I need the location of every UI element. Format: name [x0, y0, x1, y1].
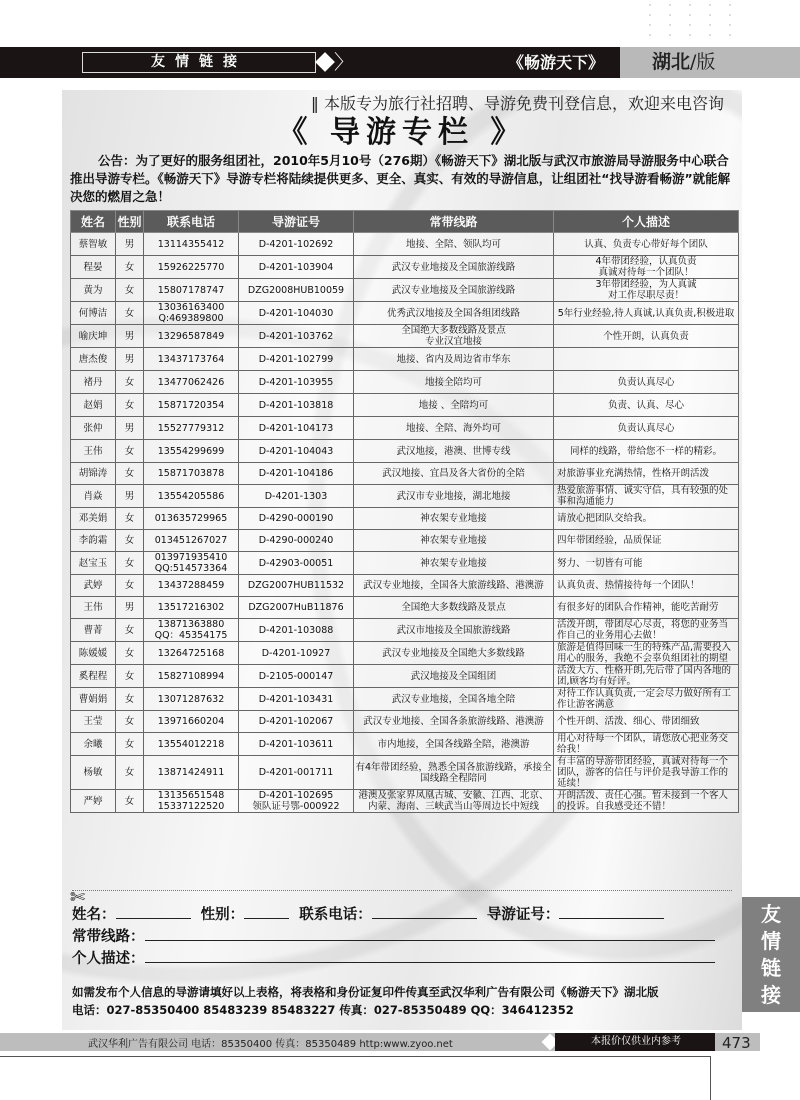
cell-routes: 优秀武汉地接及全国各组团线路 [354, 302, 554, 325]
cell-phone: 13554299699 [144, 440, 239, 463]
cell-routes: 武汉专业地接及全国旅游线路 [354, 256, 554, 279]
cell-gender: 男 [116, 597, 144, 619]
table-row [71, 302, 739, 325]
routes-field[interactable] [145, 927, 715, 941]
table-row [71, 665, 739, 688]
cell-routes: 武汉地接，港澳、世博专线 [354, 440, 554, 463]
cell-gender: 女 [116, 256, 144, 279]
cell-description: 对旅游事业充满热情，性格开朗活泼 [554, 463, 739, 485]
cell-routes: 地接 、全陪均可 [354, 394, 554, 417]
cell-phone: 013451267027 [144, 530, 239, 552]
cell-gender: 男 [116, 485, 144, 508]
cell-license: DZG2008HUB10059 [239, 279, 354, 302]
cell-description: 认真负责、热情接待每一个团队！ [554, 575, 739, 597]
cell-phone: 15871720354 [144, 394, 239, 417]
column-header-gender: 性别 [116, 211, 144, 233]
cell-description: 四年带团经验，品质保证 [554, 530, 739, 552]
cell-license: D-4201-103088 [239, 619, 354, 642]
cell-phone: 13437173764 [144, 348, 239, 371]
form-label-gender: 性别： [200, 907, 245, 923]
footer-bar [0, 1033, 760, 1051]
submission-form [72, 904, 715, 970]
cell-description: 热爱旅游事情、诚实守信，具有较强的处事和沟通能力 [554, 485, 739, 508]
cell-phone: 13135651548 15337122520 [144, 790, 239, 813]
form-label-routes: 常带线路： [72, 929, 145, 945]
cell-name: 武婷 [71, 575, 116, 597]
cell-phone: 13296587849 [144, 325, 239, 348]
cell-phone: 15807178747 [144, 279, 239, 302]
side-tab [742, 897, 800, 1012]
cell-routes: 神农架专业地接 [354, 508, 554, 530]
side-tab-char: 链 [761, 956, 781, 980]
table-row [71, 508, 739, 530]
table-row [71, 642, 739, 665]
cell-phone: 013971935410 QQ:514573364 [144, 552, 239, 575]
cell-routes: 武汉地接、宜昌及各大省份的全陪 [354, 463, 554, 485]
cell-license: D-4201-10927 [239, 642, 354, 665]
divider [710, 1056, 711, 1100]
form-label-license: 导游证号： [486, 907, 560, 923]
side-tab-char: 友 [761, 902, 781, 926]
table-row [71, 530, 739, 552]
cell-routes: 武汉地接及全国组团 [354, 665, 554, 688]
cell-phone: 15871703878 [144, 463, 239, 485]
cell-phone: 15827108994 [144, 665, 239, 688]
cell-description [554, 348, 739, 371]
cell-description: 努力、一切皆有可能 [554, 552, 739, 575]
cell-description: 认真、负责专心带好每个团队 [554, 233, 739, 256]
cell-description: 4年带团经验，认真负责 真诚对待每一个团队！ [554, 256, 739, 279]
cell-license: D-4201-102695 领队证号鄂-000922 [239, 790, 354, 813]
cell-license: D-4201-104043 [239, 440, 354, 463]
cell-name: 王伟 [71, 597, 116, 619]
cell-license: D-4201-103955 [239, 371, 354, 394]
cell-license: D-4201-103611 [239, 733, 354, 756]
description-field[interactable] [145, 949, 715, 963]
cell-routes: 神农架专业地接 [354, 552, 554, 575]
cell-license: DZG2007HUB11532 [239, 575, 354, 597]
phone-field[interactable] [372, 905, 477, 919]
cell-name: 严婷 [71, 790, 116, 813]
cell-routes: 市内地接，全国各线路全陪，港澳游 [354, 733, 554, 756]
cell-description: 有很多好的团队合作精神，能吃苦耐劳 [554, 597, 739, 619]
chevron-right-icon: 〉 [334, 50, 354, 74]
name-field[interactable] [116, 905, 191, 919]
cell-gender: 男 [116, 348, 144, 371]
cell-license: D-4201-103904 [239, 256, 354, 279]
table-row [71, 597, 739, 619]
column-header-license: 导游证号 [239, 211, 354, 233]
cell-phone: 13554012218 [144, 733, 239, 756]
cell-gender: 女 [116, 756, 144, 790]
cell-license: D-42903-00051 [239, 552, 354, 575]
cell-gender: 女 [116, 552, 144, 575]
cell-routes: 武汉专业地接及全国绝大多数线路 [354, 642, 554, 665]
cell-routes: 武汉市专业地接，湖北地接 [354, 485, 554, 508]
cell-name: 邓美娟 [71, 508, 116, 530]
cell-gender: 男 [116, 233, 144, 256]
table-row [71, 256, 739, 279]
cell-gender: 女 [116, 688, 144, 711]
cell-description: 负责、认真、尽心 [554, 394, 739, 417]
cell-license: D-4201-102799 [239, 348, 354, 371]
column-header-phone: 联系电话 [144, 211, 239, 233]
form-label-phone: 联系电话： [299, 907, 372, 923]
column-header-name: 姓名 [71, 211, 116, 233]
cell-name: 曹娟娟 [71, 688, 116, 711]
gender-field[interactable] [244, 905, 289, 919]
cell-gender: 女 [116, 733, 144, 756]
subtitle: ‖ 本版专为旅行社招聘、导游免费刊登信息，欢迎来电咨询 [310, 94, 724, 113]
table-row [71, 575, 739, 597]
cell-license: D-2105-000147 [239, 665, 354, 688]
cell-description: 个性开朗，认真负责 [554, 325, 739, 348]
cell-phone: 15926225770 [144, 256, 239, 279]
cell-name: 曹菁 [71, 619, 116, 642]
cell-name: 余曦 [71, 733, 116, 756]
cell-phone: 13517216302 [144, 597, 239, 619]
header-bar [0, 47, 800, 78]
cell-license: D-4201-104186 [239, 463, 354, 485]
cell-routes: 地接、全陪、海外均可 [354, 417, 554, 440]
footer-disclaimer: 本报价仅供业内参考 [555, 1033, 715, 1051]
cell-phone: 13477062426 [144, 371, 239, 394]
cell-routes: 全国绝大多数线路及景点 [354, 597, 554, 619]
cell-phone: 13554205586 [144, 485, 239, 508]
cell-routes: 地接全陪均可 [354, 371, 554, 394]
cell-license: D-4201-001711 [239, 756, 354, 790]
cell-name: 喻庆坤 [71, 325, 116, 348]
license-field[interactable] [559, 905, 664, 919]
diamond-icon [315, 52, 335, 72]
cell-routes: 武汉专业地接，全国各大旅游线路、港澳游 [354, 575, 554, 597]
table-row [71, 394, 739, 417]
submission-note: 如需发布个人信息的导游请填好以上表格，将表格和身份证复印件传真至武汉华利广告有限公司《畅游天下》湖北版 电话：027-85350400 85483239 85483227 传真：027-85350489 QQ：346412352 [72, 985, 659, 1017]
cell-name: 蔡智敏 [71, 233, 116, 256]
cell-license: D-4201-102067 [239, 711, 354, 733]
cell-name: 王伟 [71, 440, 116, 463]
decorative-dots [640, 0, 740, 40]
cell-name: 褚丹 [71, 371, 116, 394]
cell-license: D-4201-103431 [239, 688, 354, 711]
table-row [71, 233, 739, 256]
cell-routes: 武汉市地接及全国旅游线路 [354, 619, 554, 642]
table-row [71, 711, 739, 733]
table-row [71, 733, 739, 756]
cell-description: 对待工作认真负责,一定会尽力做好所有工作让游客满意 [554, 688, 739, 711]
cell-name: 肖焱 [71, 485, 116, 508]
cell-gender: 女 [116, 279, 144, 302]
table-row [71, 619, 739, 642]
cell-routes: 武汉专业地接、全国各条旅游线路、港澳游 [354, 711, 554, 733]
cell-routes: 武汉专业地接，全国各地全陪 [354, 688, 554, 711]
cell-phone: 13971660204 [144, 711, 239, 733]
table-row [71, 552, 739, 575]
cell-gender: 女 [116, 790, 144, 813]
cell-description: 个性开朗、活泼、细心、带团细致 [554, 711, 739, 733]
cell-description: 用心对待每一个团队，请您放心把业务交给我！ [554, 733, 739, 756]
cell-name: 唐杰俊 [71, 348, 116, 371]
cell-name: 李韵霜 [71, 530, 116, 552]
cut-line [72, 890, 732, 891]
cell-gender: 男 [116, 417, 144, 440]
guide-table [70, 210, 739, 813]
cell-phone: 13264725168 [144, 642, 239, 665]
footer-info: 武汉华利广告有限公司 电话：85350400 传真：85350489 http:www.zyoo.net [88, 1039, 453, 1050]
cell-phone: 13036163400 Q:469389800 [144, 302, 239, 325]
cell-description: 负责认真尽心 [554, 417, 739, 440]
notice-text: 公告：为了更好的服务组团社，2010年5月10号（276期）《畅游天下》湖北版与武汉市旅游局导游服务中心联合推出导游专栏。《畅游天下》导游专栏将陆续提供更多、更全、真实、有效的导游信息，让组团社“找导游看畅游”就能解决您的燃眉之急！ [70, 153, 731, 204]
cell-phone: 013635729965 [144, 508, 239, 530]
edition-label: 湖北/版 [652, 51, 716, 73]
cell-routes: 港澳及张家界凤凰古城、安徽、江西、北京、内蒙、海南、三峡武当山等周边长中短线 [354, 790, 554, 813]
cell-description: 负责认真尽心 [554, 371, 739, 394]
cell-routes: 地接、省内及周边省市华东 [354, 348, 554, 371]
table-row [71, 790, 739, 813]
cell-description: 3年带团经验，为人真诚 对工作尽职尽责！ [554, 279, 739, 302]
cell-license: DZG2007HuB11876 [239, 597, 354, 619]
cell-routes: 神农架专业地接 [354, 530, 554, 552]
cell-license: D-4201-103762 [239, 325, 354, 348]
side-tab-char: 情 [761, 929, 781, 953]
cell-description: 请放心把团队交给我。 [554, 508, 739, 530]
table-row [71, 279, 739, 302]
cell-description: 开朗活泼、责任心强。暂未接到一个客人的投诉。自我感受还不错！ [554, 790, 739, 813]
table-row [71, 371, 739, 394]
cell-name: 程晏 [71, 256, 116, 279]
cell-routes: 地接、全陪、领队均可 [354, 233, 554, 256]
cell-license: D-4201-104030 [239, 302, 354, 325]
guide-column-panel [62, 90, 742, 1030]
cell-description: 5年行业经验,待人真诚,认真负责,积极进取 [554, 302, 739, 325]
cell-gender: 女 [116, 463, 144, 485]
table-row [71, 348, 739, 371]
cell-name: 王莹 [71, 711, 116, 733]
page-number: 473 [722, 1034, 751, 1052]
cell-name: 张仲 [71, 417, 116, 440]
cell-description: 同样的线路，带给您不一样的精彩。 [554, 440, 739, 463]
cell-gender: 女 [116, 530, 144, 552]
side-tab-char: 接 [761, 983, 781, 1007]
cell-license: D-4290-000240 [239, 530, 354, 552]
cell-phone: 13114355412 [144, 233, 239, 256]
cell-gender: 女 [116, 665, 144, 688]
cell-phone: 13871424911 [144, 756, 239, 790]
table-row [71, 463, 739, 485]
cell-routes: 武汉专业地接及全国旅游线路 [354, 279, 554, 302]
cell-phone: 13437288459 [144, 575, 239, 597]
cell-gender: 女 [116, 642, 144, 665]
table-row [71, 688, 739, 711]
table-row [71, 440, 739, 463]
cell-name: 赵娟 [71, 394, 116, 417]
cell-phone: 13071287632 [144, 688, 239, 711]
cell-license: D-4201-103818 [239, 394, 354, 417]
form-label-name: 姓名： [72, 907, 116, 923]
scissors-icon: ✄ [70, 887, 86, 908]
cell-name: 杨敏 [71, 756, 116, 790]
cell-phone: 15527779312 [144, 417, 239, 440]
cell-name: 何博洁 [71, 302, 116, 325]
cell-name: 胡锦涛 [71, 463, 116, 485]
cell-description: 有丰富的导游带团经验，真诚对待每一个团队，游客的信任与评价是我导游工作的延续！ [554, 756, 739, 790]
cell-name: 黄为 [71, 279, 116, 302]
cell-gender: 女 [116, 440, 144, 463]
brand-name: 《畅游天下》 [508, 53, 605, 72]
divider [0, 1056, 710, 1057]
column-header-routes: 常带线路 [354, 211, 554, 233]
cell-description: 活泼大方、性格开朗,先后带了国内各地的团,顾客均有好评。 [554, 665, 739, 688]
cell-description: 旅游是值得回味一生的特殊产品,需要投入用心的服务，我绝不会辜负组团社的期望 [554, 642, 739, 665]
cell-gender: 女 [116, 619, 144, 642]
cell-license: D-4201-104173 [239, 417, 354, 440]
table-row [71, 756, 739, 790]
cell-name: 奚程程 [71, 665, 116, 688]
cell-gender: 女 [116, 371, 144, 394]
cell-gender: 女 [116, 711, 144, 733]
cell-routes: 有4年带团经验，熟悉全国各旅游线路，承接全国线路全程陪同 [354, 756, 554, 790]
cell-gender: 男 [116, 325, 144, 348]
cell-gender: 女 [116, 575, 144, 597]
cell-gender: 女 [116, 302, 144, 325]
table-row [71, 325, 739, 348]
table-row [71, 417, 739, 440]
cell-gender: 女 [116, 508, 144, 530]
cell-phone: 13871363880 QQ：45354175 [144, 619, 239, 642]
table-row [71, 485, 739, 508]
cell-license: D-4290-000190 [239, 508, 354, 530]
page-title: 《 导游专栏 》 [277, 115, 527, 150]
cell-license: D-4201-102692 [239, 233, 354, 256]
column-header-description: 个人描述 [554, 211, 739, 233]
section-label: 友情链接 [82, 52, 316, 73]
cell-gender: 女 [116, 394, 144, 417]
cell-description: 活泼开朗，带团尽心尽责，将您的业务当作自己的业务用心去做！ [554, 619, 739, 642]
form-label-desc: 个人描述： [72, 951, 145, 967]
cell-name: 陈媛媛 [71, 642, 116, 665]
cell-license: D-4201-1303 [239, 485, 354, 508]
cell-name: 赵宝玉 [71, 552, 116, 575]
cell-routes: 全国绝大多数线路及景点 专业汉宜地接 [354, 325, 554, 348]
